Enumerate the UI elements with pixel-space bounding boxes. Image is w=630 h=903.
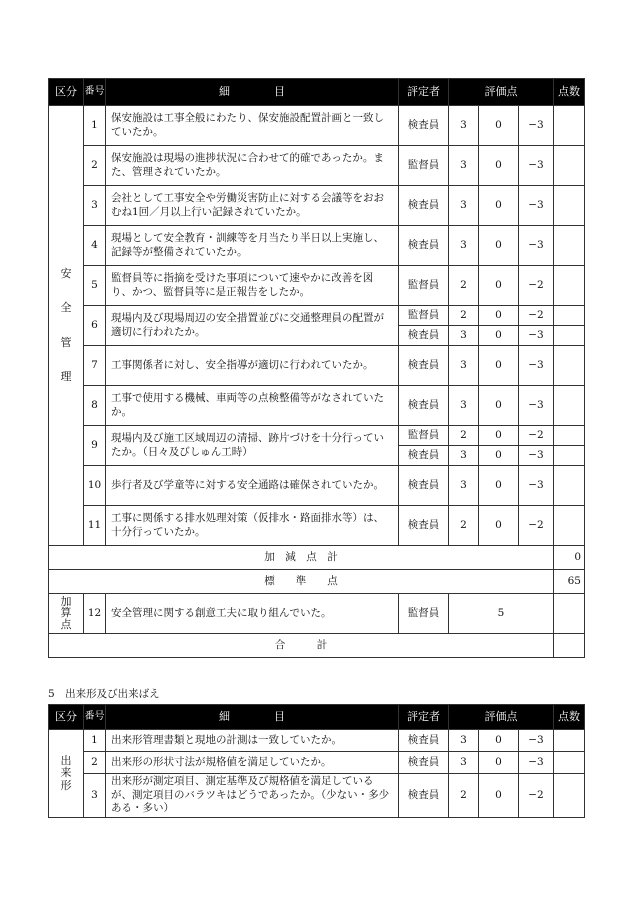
- score-mid: 0: [479, 306, 519, 326]
- row-description: 出来形管理書類と現地の計測は一致していたか。: [106, 730, 399, 752]
- category-char: 管: [60, 335, 72, 349]
- header-category: 区分: [49, 79, 84, 106]
- row-number: 2: [84, 146, 106, 186]
- points-cell: [554, 506, 585, 546]
- score-mid: 0: [479, 386, 519, 426]
- evaluator: 検査員: [399, 752, 449, 774]
- score-mid: 0: [479, 506, 519, 546]
- table-row: [49, 506, 585, 546]
- points-cell: [554, 426, 585, 446]
- score-low: −3: [519, 466, 554, 506]
- header-evaluator: 評定者: [399, 705, 449, 730]
- row-number: 10: [84, 466, 106, 506]
- table-header-row: [49, 79, 585, 106]
- total-label: 合 計: [49, 634, 554, 658]
- score-high: 3: [449, 226, 479, 266]
- header-category: 区分: [49, 705, 84, 730]
- row-number: 5: [84, 266, 106, 306]
- points-cell: [554, 346, 585, 386]
- score-high: 2: [449, 306, 479, 326]
- row-number: 12: [84, 594, 106, 634]
- header-evaluator: 評定者: [399, 79, 449, 106]
- points-cell: [554, 186, 585, 226]
- header-score: 評価点: [449, 79, 554, 106]
- section-title: 5 出来形及び出来ばえ: [48, 688, 160, 700]
- score-high: 2: [449, 774, 479, 818]
- score-mid: 0: [479, 426, 519, 446]
- table-row: [49, 386, 585, 426]
- row-description: 保安施設は現場の進捗状況に合わせて的確であったか。また、管理されていたか。: [106, 146, 399, 186]
- header-points: 点数: [554, 705, 585, 730]
- category-cell: [49, 106, 84, 546]
- row-description: 現場として安全教育・訓練等を月当たり半日以上実施し、記録等が整備されていたか。: [106, 226, 399, 266]
- score-low: −2: [519, 774, 554, 818]
- row-description: 現場内及び現場周辺の安全措置並びに交通整理員の配置が適切に行われたか。: [106, 306, 399, 346]
- score-high: 3: [449, 466, 479, 506]
- evaluator: 検査員: [399, 106, 449, 146]
- score-low: −3: [519, 146, 554, 186]
- row-number: 1: [84, 730, 106, 752]
- evaluator: 監督員: [399, 426, 449, 446]
- table-row: [49, 226, 585, 266]
- score-high: 3: [449, 326, 479, 346]
- row-description: 安全管理に関する創意工夫に取り組んでいた。: [106, 594, 399, 634]
- adjust-total-value: 0: [554, 546, 585, 570]
- table-header-row: [49, 705, 585, 730]
- points-cell: [554, 466, 585, 506]
- bonus-category: [49, 594, 84, 634]
- row-number: 8: [84, 386, 106, 426]
- category-char: 形: [60, 778, 72, 792]
- evaluator: 監督員: [399, 594, 449, 634]
- adjust-total-label: 加 減 点 計: [49, 546, 554, 570]
- row-number: 2: [84, 752, 106, 774]
- row-description: 工事関係者に対し、安全指導が適切に行われていたか。: [106, 346, 399, 386]
- category-label: [49, 268, 83, 382]
- row-description: 監督員等に指摘を受けた事項について速やかに改善を図り、かつ、監督員等に是正報告をしたか。: [106, 266, 399, 306]
- points-cell: [554, 774, 585, 818]
- score-high: 3: [449, 186, 479, 226]
- score-low: −3: [519, 730, 554, 752]
- header-score: 評価点: [449, 705, 554, 730]
- points-cell: [554, 266, 585, 306]
- points-cell: [554, 226, 585, 266]
- table-row: [49, 466, 585, 506]
- table-row: [49, 106, 585, 146]
- score-low: −3: [519, 226, 554, 266]
- category-char: 安: [60, 267, 72, 281]
- score-low: −3: [519, 346, 554, 386]
- evaluator: 検査員: [399, 346, 449, 386]
- standard-label: 標 準 点: [49, 570, 554, 594]
- adjust-total-row: [49, 546, 585, 570]
- score-low: −3: [519, 186, 554, 226]
- evaluator: 検査員: [399, 730, 449, 752]
- row-description: 歩行者及び学童等に対する安全通路は確保されていたか。: [106, 466, 399, 506]
- total-row: [49, 634, 585, 658]
- score-mid: 0: [479, 146, 519, 186]
- bonus-row: [49, 594, 585, 634]
- row-number: 7: [84, 346, 106, 386]
- evaluator: 検査員: [399, 774, 449, 818]
- score-high: 2: [449, 426, 479, 446]
- table-row: [49, 266, 585, 306]
- finished-form-table: [48, 704, 585, 818]
- points-cell: [554, 730, 585, 752]
- evaluator: 検査員: [399, 186, 449, 226]
- evaluator: 検査員: [399, 466, 449, 506]
- score-mid: 0: [479, 446, 519, 466]
- row-number: 6: [84, 306, 106, 346]
- score-mid: 0: [479, 266, 519, 306]
- score-high: 3: [449, 106, 479, 146]
- points-cell: [554, 386, 585, 426]
- score-low: −3: [519, 386, 554, 426]
- score-mid: 0: [479, 106, 519, 146]
- score-mid: 0: [479, 774, 519, 818]
- table-row: [49, 426, 585, 446]
- table-row: [49, 306, 585, 326]
- row-description: 出来形が測定項目、測定基準及び規格値を満足しているが、測定項目のバラツキはどうであったか。（少ない・多少ある・多い）: [106, 774, 399, 818]
- bonus-category-label: 加算点: [60, 594, 72, 631]
- score-high: 3: [449, 730, 479, 752]
- score-low: −3: [519, 752, 554, 774]
- score-mid: 0: [479, 466, 519, 506]
- score-low: −2: [519, 506, 554, 546]
- points-cell: [554, 306, 585, 326]
- table-row: [49, 730, 585, 752]
- score-mid: 0: [479, 226, 519, 266]
- score-high: 2: [449, 266, 479, 306]
- score-low: −3: [519, 106, 554, 146]
- safety-management-table: [48, 78, 585, 658]
- evaluator: 監督員: [399, 306, 449, 326]
- row-number: 1: [84, 106, 106, 146]
- category-label: [49, 755, 83, 791]
- evaluator: 検査員: [399, 326, 449, 346]
- score-high: 3: [449, 146, 479, 186]
- points-cell: [554, 446, 585, 466]
- evaluator: 検査員: [399, 386, 449, 426]
- score-mid: 0: [479, 186, 519, 226]
- score-high: 3: [449, 386, 479, 426]
- header-number: 番号: [84, 79, 106, 106]
- table-row: [49, 146, 585, 186]
- header-points: 点数: [554, 79, 585, 106]
- points-cell: [554, 752, 585, 774]
- table-row: [49, 186, 585, 226]
- evaluator: 検査員: [399, 506, 449, 546]
- row-number: 3: [84, 186, 106, 226]
- points-cell: [554, 326, 585, 346]
- score-high: 3: [449, 346, 479, 386]
- evaluator: 監督員: [399, 146, 449, 186]
- score-low: −3: [519, 326, 554, 346]
- score-high: 3: [449, 752, 479, 774]
- evaluator: 検査員: [399, 446, 449, 466]
- row-description: 現場内及び施工区域周辺の清掃、跡片づけを十分行っていたか。（日々及びしゅん工時）: [106, 426, 399, 466]
- category-char: 来: [60, 766, 72, 780]
- points-cell: [554, 106, 585, 146]
- score-mid: 0: [479, 752, 519, 774]
- standard-value: 65: [554, 570, 585, 594]
- points-cell: [554, 146, 585, 186]
- score-high: 3: [449, 446, 479, 466]
- points-cell: [554, 594, 585, 634]
- bonus-score: 5: [449, 594, 554, 634]
- row-description: 出来形の形状寸法が規格値を満足していたか。: [106, 752, 399, 774]
- evaluator: 検査員: [399, 226, 449, 266]
- table-row: [49, 774, 585, 818]
- total-value: [554, 634, 585, 658]
- row-number: 3: [84, 774, 106, 818]
- header-item: 細 目: [106, 79, 399, 106]
- category-char: 理: [60, 369, 72, 383]
- score-low: −2: [519, 426, 554, 446]
- header-number: 番号: [84, 705, 106, 730]
- table-row: [49, 346, 585, 386]
- category-char: 出: [60, 754, 72, 768]
- evaluator: 監督員: [399, 266, 449, 306]
- score-low: −2: [519, 306, 554, 326]
- score-mid: 0: [479, 730, 519, 752]
- row-number: 11: [84, 506, 106, 546]
- row-description: 保安施設は工事全般にわたり、保安施設配置計画と一致していたか。: [106, 106, 399, 146]
- table-row: [49, 752, 585, 774]
- score-low: −2: [519, 266, 554, 306]
- score-mid: 0: [479, 326, 519, 346]
- row-number: 9: [84, 426, 106, 466]
- header-item: 細 目: [106, 705, 399, 730]
- category-char: 全: [60, 301, 72, 315]
- standard-row: [49, 570, 585, 594]
- row-description: 工事に関係する排水処理対策（仮排水・路面排水等）は、十分行っていたか。: [106, 506, 399, 546]
- row-description: 工事で使用する機械、車両等の点検整備等がなされていたか。: [106, 386, 399, 426]
- category-cell: [49, 730, 84, 818]
- row-description: 会社として工事安全や労働災害防止に対する会議等をおおむね1回／月以上行い記録されていたか。: [106, 186, 399, 226]
- score-low: −3: [519, 446, 554, 466]
- score-high: 2: [449, 506, 479, 546]
- row-number: 4: [84, 226, 106, 266]
- score-mid: 0: [479, 346, 519, 386]
